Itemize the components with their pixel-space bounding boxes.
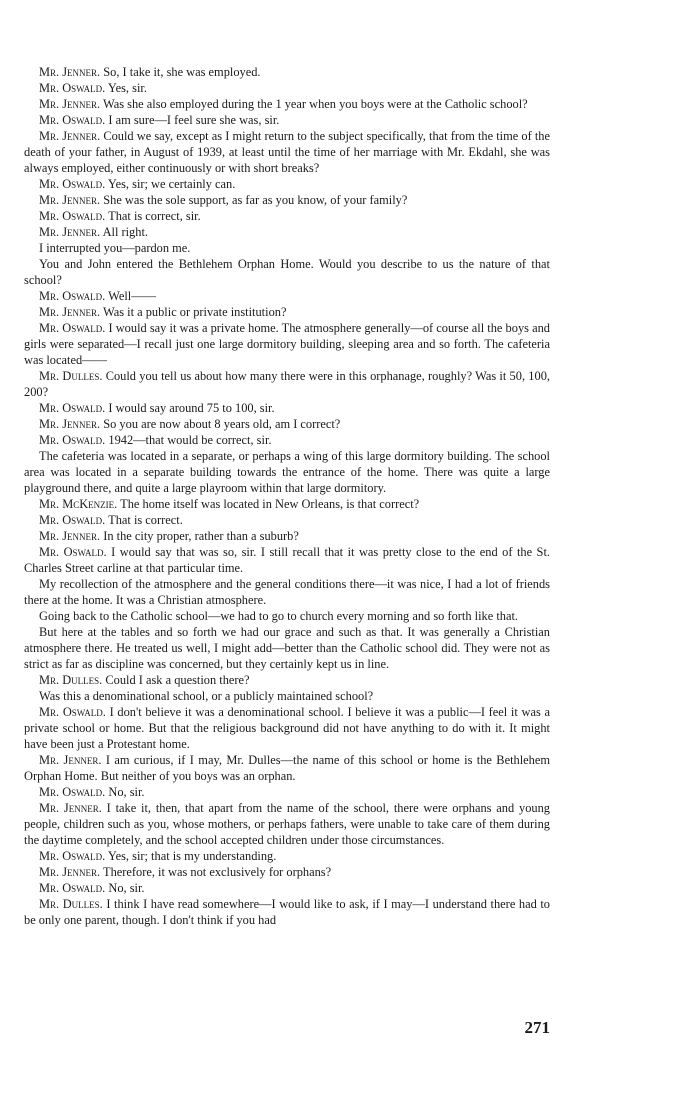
paragraph-text: That is correct, sir.: [108, 209, 201, 223]
transcript-paragraph: [24, 688, 550, 704]
paragraph-text: The cafeteria was located in a separate, or perhaps a wing of this large dormitory building. The school area was located in a separate building towards the entrance of the home. There was quite a large playground there, and quite a large playroom within that large dormitory.: [24, 449, 550, 495]
transcript-paragraph: [24, 704, 550, 752]
paragraph-text: So you are now about 8 years old, am I correct?: [103, 417, 341, 431]
paragraph-text: I would say it was a private home. The atmosphere generally—of course all the boys and girls were separated—I recall just one large dormitory building, sleeping area and so forth. The cafeteria was located——: [24, 321, 551, 367]
page-number: 271: [524, 1018, 550, 1037]
transcript-paragraph: [24, 224, 550, 240]
paragraph-text: Yes, sir; that is my understanding.: [107, 849, 277, 863]
speaker-name: Mr. Jenner.: [39, 225, 101, 239]
speaker-name: Mr. Jenner.: [39, 65, 101, 79]
transcript-paragraph: [24, 752, 550, 784]
paragraph-text: Therefore, it was not exclusively for orphans?: [103, 865, 332, 879]
speaker-name: Mr. Jenner.: [39, 193, 101, 207]
speaker-name: Mr. Oswald.: [39, 785, 106, 799]
speaker-name: Mr. Jenner.: [39, 529, 101, 543]
speaker-name: Mr. Jenner.: [39, 801, 102, 815]
paragraph-text: Could I ask a question there?: [105, 673, 250, 687]
transcript-paragraph: [24, 368, 550, 400]
paragraph-text: I take it, then, that apart from the name of the school, there were orphans and young people, children such as you, whose mothers, or perhaps fathers, were unable to take care of them during the daytime completely, and the school accepted children under those circumstances.: [24, 801, 550, 847]
transcript-paragraph: [24, 624, 550, 672]
speaker-name: Mr. Oswald.: [39, 113, 106, 127]
speaker-name: Mr. Dulles.: [39, 369, 103, 383]
speaker-name: Mr. Dulles.: [39, 673, 103, 687]
speaker-name: Mr. Oswald.: [39, 289, 106, 303]
transcript-paragraph: [24, 416, 550, 432]
speaker-name: Mr. Oswald.: [39, 321, 106, 335]
speaker-name: Mr. Oswald.: [39, 81, 106, 95]
paragraph-text: I would say that was so, sir. I still recall that it was pretty close to the end of the St. Charles Street carline at that particular time.: [24, 545, 550, 575]
transcript-paragraph: [24, 64, 550, 80]
transcript-paragraph: [24, 400, 550, 416]
speaker-name: Mr. McKenzie.: [39, 497, 118, 511]
transcript-paragraph: [24, 176, 550, 192]
paragraph-text: But here at the tables and so forth we had our grace and such as that. It was generally a Christian atmosphere there. He treated us well, I might add—better than the Catholic school did. They were not as strict as far as discipline was concerned, but they certainly kept us in line.: [24, 625, 550, 671]
speaker-name: Mr. Jenner.: [39, 305, 101, 319]
paragraph-text: Could you tell us about how many there were in this orphanage, roughly? Was it 50, 100, 200?: [24, 369, 550, 399]
speaker-name: Mr. Oswald.: [39, 401, 106, 415]
paragraph-text: Yes, sir; we certainly can.: [107, 177, 236, 191]
transcript-paragraph: [24, 864, 550, 880]
transcript-paragraph: [24, 192, 550, 208]
transcript-paragraph: [24, 848, 550, 864]
paragraph-text: Yes, sir.: [107, 81, 147, 95]
speaker-name: Mr. Jenner.: [39, 865, 101, 879]
transcript-paragraph: [24, 576, 550, 608]
speaker-name: Mr. Dulles.: [39, 897, 103, 911]
transcript-body: [24, 64, 550, 928]
speaker-name: Mr. Jenner.: [39, 129, 101, 143]
transcript-paragraph: [24, 496, 550, 512]
transcript-paragraph: [24, 528, 550, 544]
transcript-paragraph: [24, 672, 550, 688]
transcript-paragraph: [24, 544, 550, 576]
paragraph-text: I don't believe it was a denominational school. I believe it was a public—I feel it was a private school or home. But that the religious background did not have anything to do with it. It might have been just a Protestant home.: [24, 705, 550, 751]
transcript-paragraph: [24, 800, 550, 848]
paragraph-text: I am curious, if I may, Mr. Dulles—the name of this school or home is the Bethlehem Orphan Home. But neither of you boys was an orphan.: [24, 753, 550, 783]
transcript-paragraph: [24, 432, 550, 448]
transcript-paragraph: [24, 512, 550, 528]
paragraph-text: She was the sole support, as far as you know, of your family?: [103, 193, 408, 207]
transcript-paragraph: [24, 896, 550, 928]
transcript-paragraph: [24, 608, 550, 624]
transcript-paragraph: [24, 208, 550, 224]
speaker-name: Mr. Jenner.: [39, 753, 102, 767]
transcript-paragraph: [24, 880, 550, 896]
speaker-name: Mr. Oswald.: [39, 209, 106, 223]
speaker-name: Mr. Oswald.: [39, 705, 106, 719]
transcript-paragraph: [24, 304, 550, 320]
transcript-paragraph: [24, 288, 550, 304]
paragraph-text: No, sir.: [108, 881, 145, 895]
speaker-name: Mr. Jenner.: [39, 97, 101, 111]
transcript-paragraph: [24, 448, 550, 496]
speaker-name: Mr. Oswald.: [39, 849, 106, 863]
paragraph-text: So, I take it, she was employed.: [103, 65, 261, 79]
paragraph-text: You and John entered the Bethlehem Orphan Home. Would you describe to us the nature of that school?: [24, 257, 550, 287]
paragraph-text: I am sure—I feel sure she was, sir.: [108, 113, 280, 127]
transcript-paragraph: [24, 96, 550, 112]
paragraph-text: Going back to the Catholic school—we had to go to church every morning and so forth like that.: [39, 609, 518, 623]
speaker-name: Mr. Oswald.: [39, 433, 106, 447]
paragraph-text: My recollection of the atmosphere and the general conditions there—it was nice, I had a lot of friends there at the home. It was a Christian atmosphere.: [24, 577, 550, 607]
paragraph-text: The home itself was located in New Orleans, is that correct?: [120, 497, 420, 511]
paragraph-text: Was it a public or private institution?: [103, 305, 287, 319]
speaker-name: Mr. Oswald.: [39, 545, 107, 559]
paragraph-text: I think I have read somewhere—I would like to ask, if I may—I understand there had to be only one parent, though. I don't think if you had: [24, 897, 550, 927]
transcript-paragraph: [24, 80, 550, 96]
paragraph-text: I would say around 75 to 100, sir.: [108, 401, 275, 415]
transcript-paragraph: [24, 240, 550, 256]
speaker-name: Mr. Oswald.: [39, 881, 106, 895]
paragraph-text: 1942—that would be correct, sir.: [108, 433, 272, 447]
speaker-name: Mr. Oswald.: [39, 513, 106, 527]
paragraph-text: Was this a denominational school, or a publicly maintained school?: [39, 689, 374, 703]
transcript-paragraph: [24, 128, 550, 176]
speaker-name: Mr. Oswald.: [39, 177, 106, 191]
paragraph-text: Well——: [108, 289, 157, 303]
speaker-name: Mr. Jenner.: [39, 417, 101, 431]
paragraph-text: That is correct.: [108, 513, 183, 527]
paragraph-text: I interrupted you—pardon me.: [39, 241, 191, 255]
paragraph-text: Was she also employed during the 1 year when you boys were at the Catholic school?: [103, 97, 528, 111]
transcript-paragraph: [24, 256, 550, 288]
transcript-paragraph: [24, 112, 550, 128]
paragraph-text: All right.: [102, 225, 148, 239]
paragraph-text: In the city proper, rather than a suburb?: [103, 529, 299, 543]
paragraph-text: No, sir.: [108, 785, 145, 799]
paragraph-text: Could we say, except as I might return to the subject specifically, that from the time of the death of your father, in August of 1939, at least until the time of her marriage with Mr. Ekdahl, she was always employed, either continuously or with short breaks?: [24, 129, 550, 175]
transcript-paragraph: [24, 784, 550, 800]
transcript-paragraph: [24, 320, 550, 368]
